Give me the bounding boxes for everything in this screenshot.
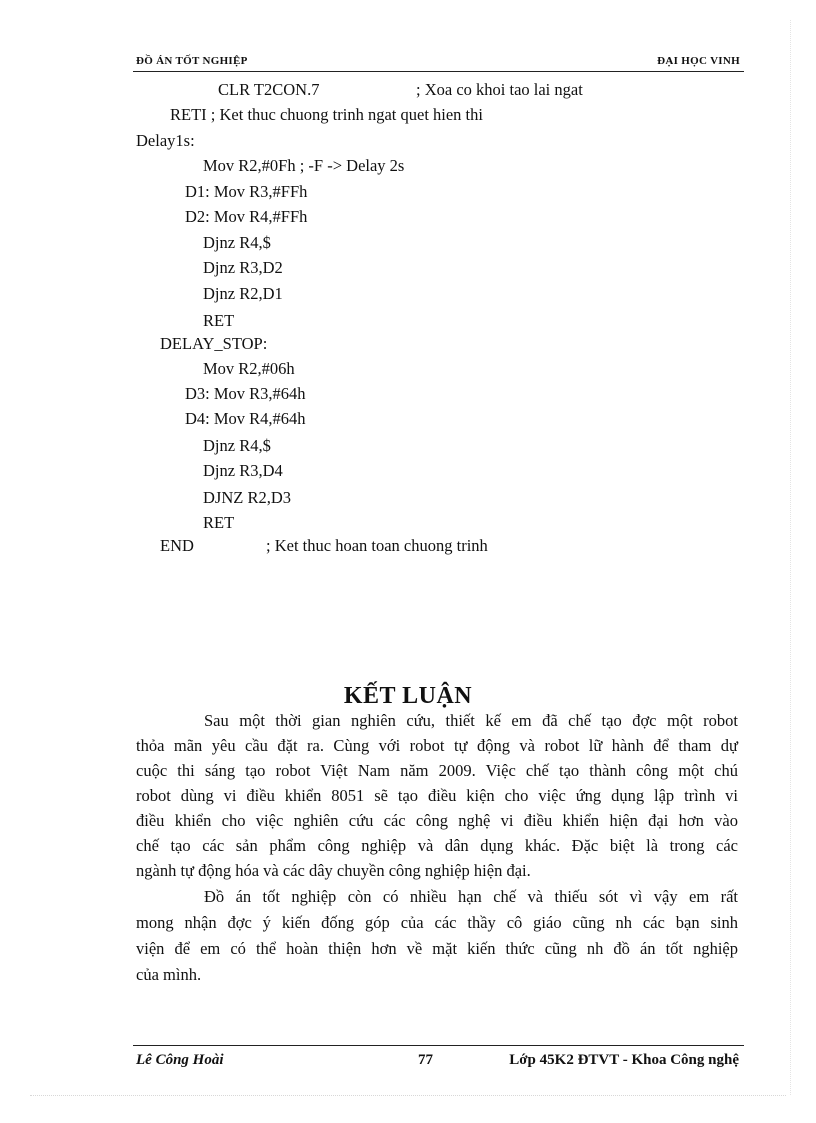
code-line: Djnz R4,$ bbox=[203, 436, 271, 455]
code-line: D4: Mov R4,#64h bbox=[185, 409, 306, 428]
code-comment: ; Ket thuc hoan toan chuong trinh bbox=[266, 536, 488, 555]
code-line: RETI ; Ket thuc chuong trinh ngat quet hien thi bbox=[170, 105, 483, 124]
code-line: Mov R2,#06h bbox=[203, 359, 295, 378]
header-rule bbox=[133, 71, 744, 72]
code-line: RET bbox=[203, 311, 235, 330]
paragraph-line: của mình. bbox=[136, 965, 202, 984]
footer-author: Lê Công Hoài bbox=[136, 1052, 224, 1068]
code-line: Djnz R3,D2 bbox=[203, 258, 283, 277]
paragraph-line: cuộc thi sáng tạo robot Việt Nam năm 2009. Việc chế tạo thành công một chú bbox=[136, 761, 738, 780]
code-line: Djnz R2,D1 bbox=[203, 284, 283, 303]
paragraph-line: mong nhận đợc ý kiến đống góp của các thầy cô giáo cũng nh các bạn sinh bbox=[136, 913, 738, 932]
code-line: DJNZ R2,D3 bbox=[203, 488, 292, 507]
paragraph-line: điều khiển cho việc nghiên cứu các công nghệ vi điều khiển hiện đại hơn vào bbox=[136, 811, 738, 830]
paragraph-line: robot dùng vi điều khiển 8051 sẽ tạo điều kiện cho việc ứng dụng lập trình vi bbox=[136, 786, 738, 805]
footer-page-number: 77 bbox=[418, 1052, 433, 1068]
code-label: Delay1s: bbox=[136, 131, 195, 150]
footer-class: Lớp 45K2 ĐTVT - Khoa Công nghệ bbox=[509, 1052, 739, 1068]
paragraph-line: ngành tự động hóa và các dây chuyền công nghiệp hiện đại. bbox=[136, 861, 531, 880]
code-line: Djnz R3,D4 bbox=[203, 461, 283, 480]
code-comment: ; Xoa co khoi tao lai ngat bbox=[416, 80, 583, 99]
code-line: Mov R2,#0Fh ; -F -> Delay 2s bbox=[203, 156, 405, 175]
footer-rule bbox=[133, 1045, 744, 1046]
code-line: RET bbox=[203, 513, 235, 532]
header-left-text: ĐỒ ÁN TỐT NGHIỆP bbox=[136, 55, 248, 67]
paragraph-line: chế tạo các sản phẩm công nghiệp và dân dụng khác. Đặc biệt là trong các bbox=[136, 836, 738, 855]
paragraph-line: Sau một thời gian nghiên cứu, thiết kế em đã chế tạo đợc một robot bbox=[204, 711, 738, 730]
code-line: END bbox=[160, 536, 194, 555]
paragraph-line: thỏa mãn yêu cầu đặt ra. Cùng với robot tự động và robot lữ hành để tham dự bbox=[136, 736, 738, 755]
page-bottom-border bbox=[30, 1095, 786, 1096]
code-label: DELAY_STOP: bbox=[160, 334, 268, 353]
code-line: D1: Mov R3,#FFh bbox=[185, 182, 308, 201]
code-line: D2: Mov R4,#FFh bbox=[185, 207, 308, 226]
section-title: KẾT LUẬN bbox=[343, 683, 473, 709]
paragraph-line: Đồ án tốt nghiệp còn có nhiều hạn chế và thiếu sót vì vậy em rất bbox=[204, 887, 738, 906]
paragraph-line: viện để em có thể hoàn thiện hơn về mặt kiến thức cũng nh đồ án tốt nghiệp bbox=[136, 939, 738, 958]
header-right-text: ĐẠI HỌC VINH bbox=[657, 55, 740, 67]
code-line: CLR T2CON.7 bbox=[218, 80, 320, 99]
code-line: Djnz R4,$ bbox=[203, 233, 271, 252]
code-line: D3: Mov R3,#64h bbox=[185, 384, 306, 403]
page-right-border bbox=[790, 20, 791, 1095]
